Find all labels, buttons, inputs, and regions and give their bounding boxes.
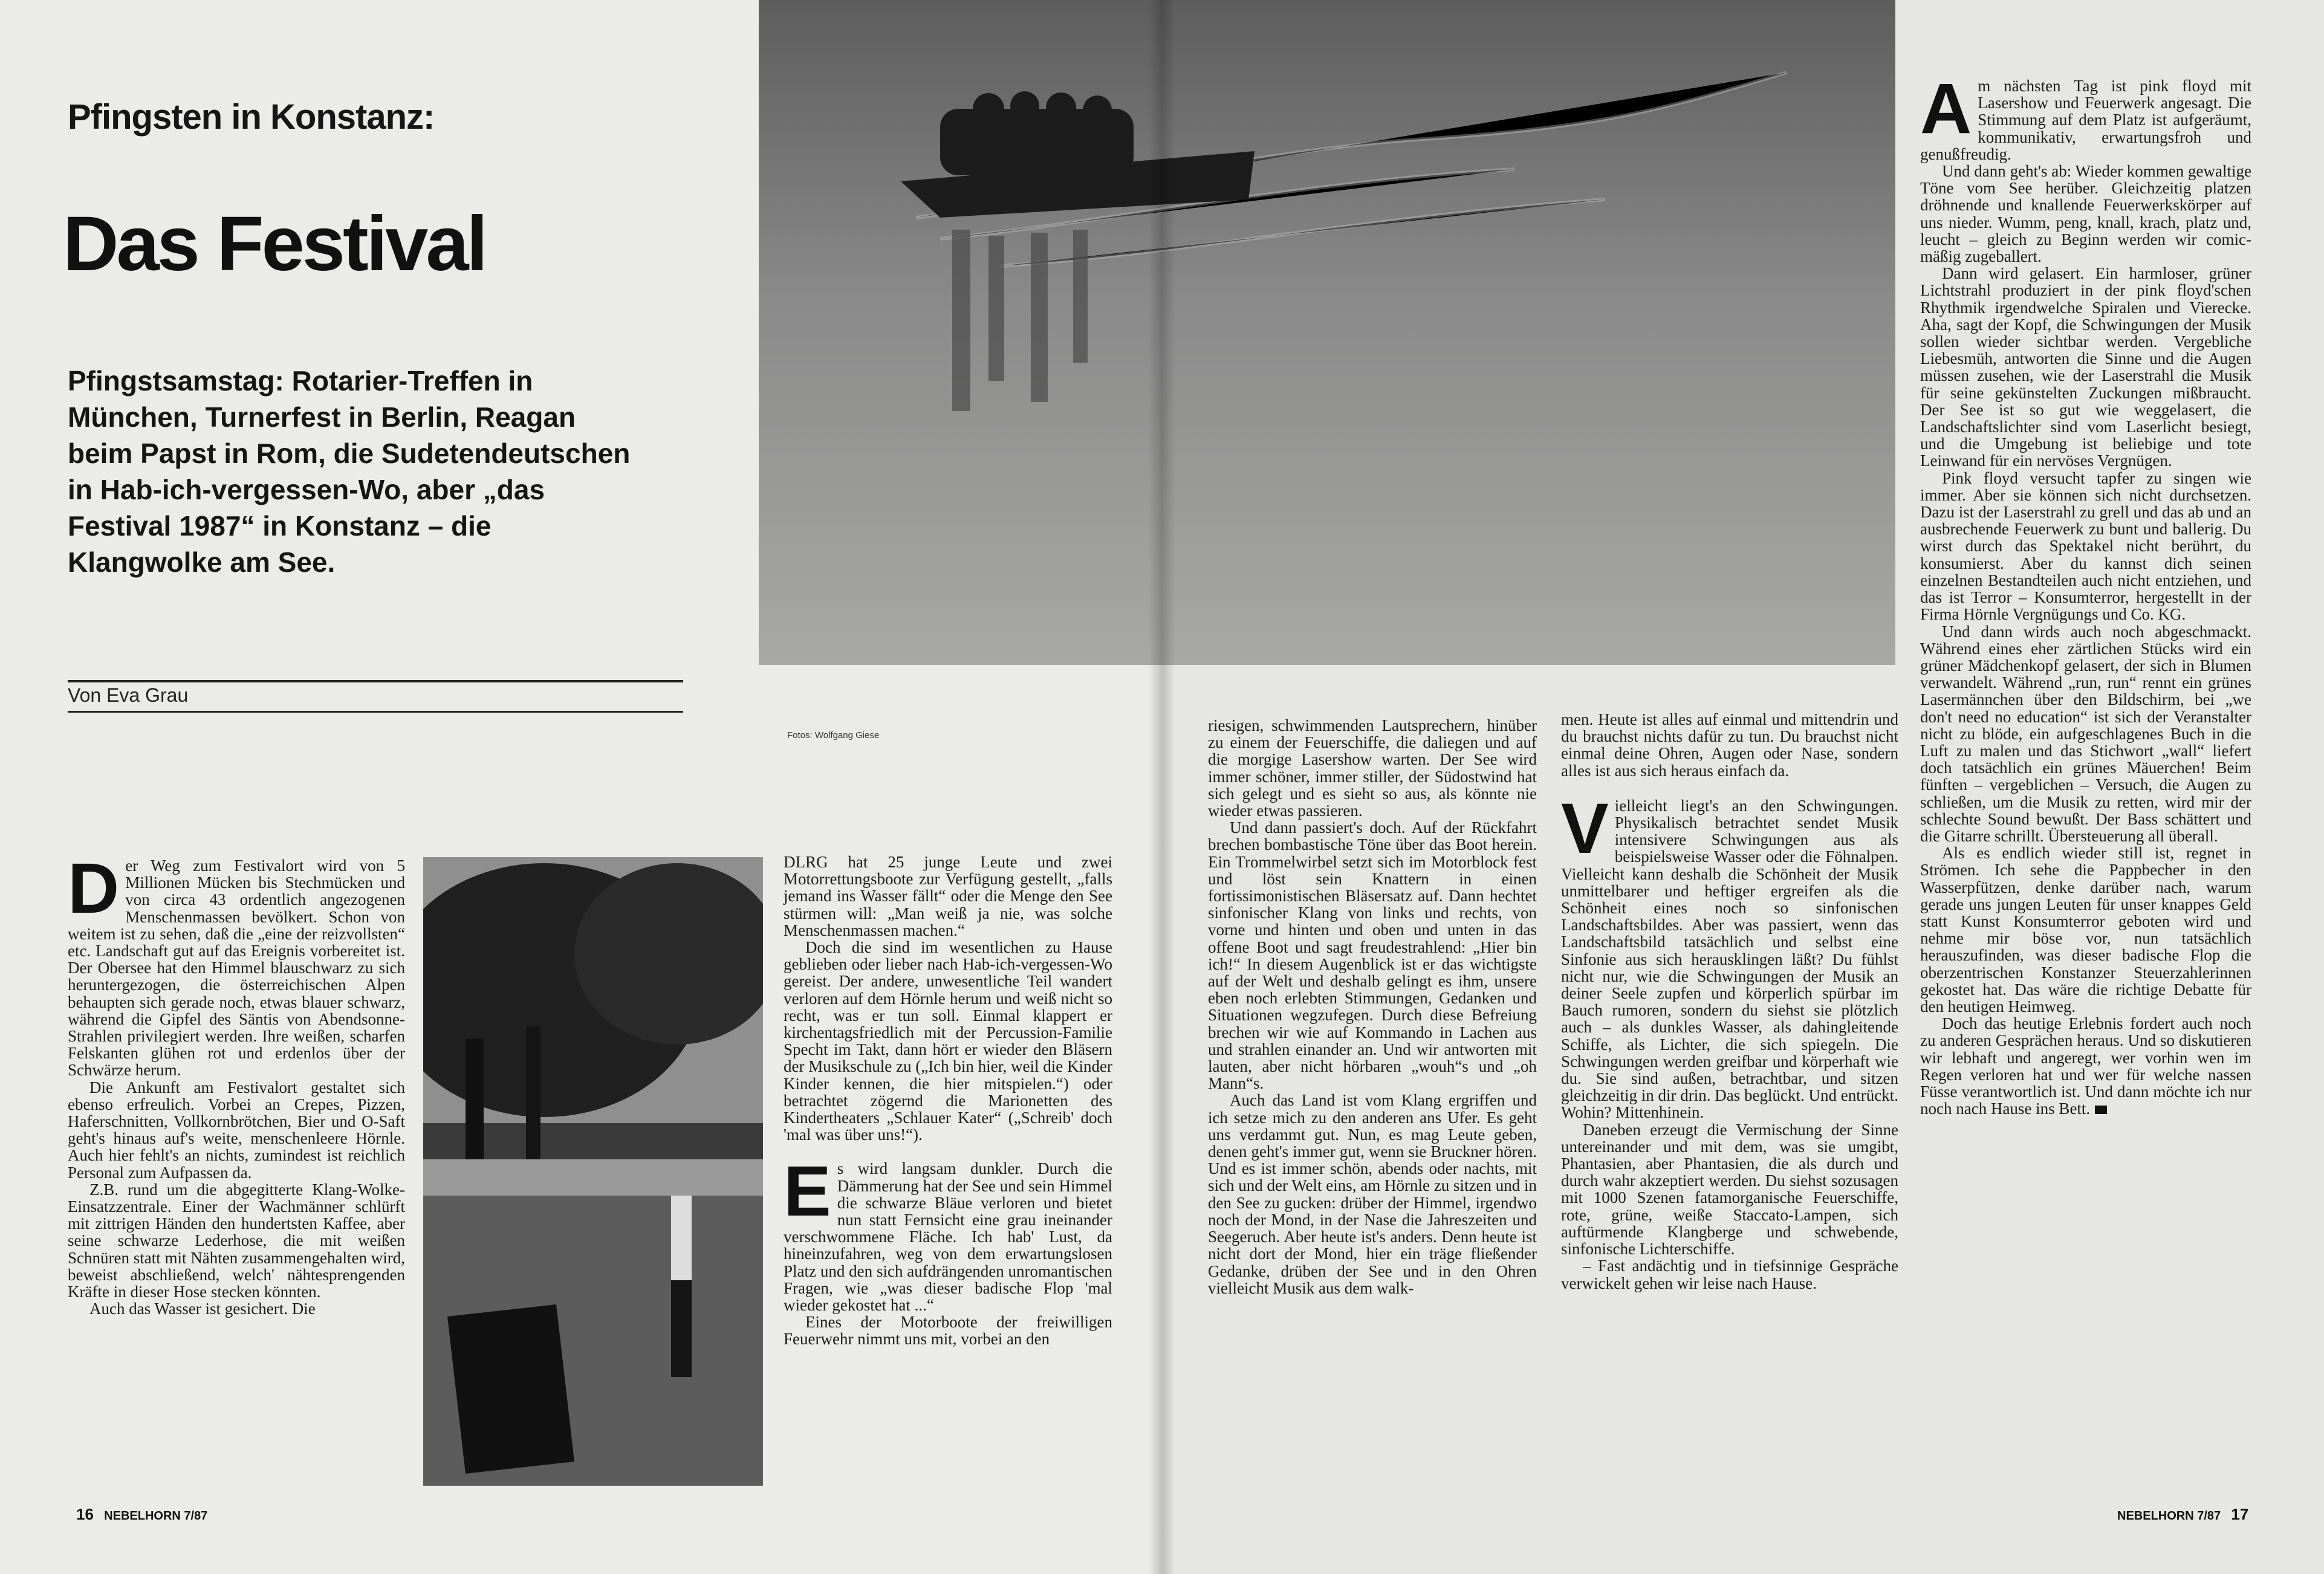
text-column-1: [68, 849, 405, 1318]
paragraph: Die Ankunft am Festivalort gestaltet sich ebenso erfreulich. Vorbei an Crepes, Pizzen, Haferschnitten, Vollkornbrötchen, Bier und O-Saft geht's hinaus auf's weite, menschenleere Hörnle. Auch hier fehlt's an nichts, zumindest ist reichlich Personal zum Aufpassen da.: [68, 1078, 405, 1182]
magazine-name: NEBELHORN 7/87: [2117, 1509, 2221, 1523]
park-photo-graphic: [423, 857, 763, 1486]
paragraph: riesigen, schwimmenden Lautsprechern, hinüber zu einem der Feuerschiffe, die daliegen und auf die morgige Lasershow warten. Der See wird immer schöner, immer stiller, der Südostwind hat sich gelegt und es sieht so aus, als könnte nie wieder etwas passieren.: [1208, 716, 1537, 820]
paragraph: ielleicht liegt's an den Schwingungen. Physikalisch betrachtet sendet Musik intensivere Schwingungen aus als beispielsweise Wasser oder die Föhnalpen. Vielleicht kann deshalb die Schönheit der Musik unmittelbarer und heftiger ergreifen als die Schönheit eines noch so sinfonischen Landschaftsbildes. Aber was passiert, wenn das Landschaftsbild tatsächlich und selbst eine Sinfonie aus sich herausklingen läßt? Du fühlst nicht nur, wie die Schwingungen der Musik an deiner Seele zupfen und körperlich spürbar im Bauch rumoren, sondern du siehst sie plötzlich auch – als dunkles Wasser, als dahingleitende Schiffe, als Lichter, die sich spiegeln. Die Schwingungen werden greifbar und körperhaft wie du. Sie sind außen, betrachtbar, und sitzen gleichzeitig in dir drin. Das beglückt. Und entrückt. Wohin? Mittenhinein.: [1561, 796, 1898, 1122]
paragraph: m nächsten Tag ist pink floyd mit Lasershow und Feuerwerk angesagt. Die Stimmung auf dem Platz ist aufgeräumt, kommunikativ, erwartungsfroh und genußfreudig.: [1920, 77, 2251, 163]
text-column-4: [1561, 711, 1898, 1292]
spread-gutter: [1149, 0, 1175, 1574]
magazine-name: NEBELHORN 7/87: [104, 1509, 208, 1523]
paragraph: Dann wird gelasert. Ein harmloser, grüner Lichtstrahl produziert in der pink floyd'schen Rhythmik irgendwelche Spiralen und Vierecke. Aha, sagt der Kopf, die Schwingungen der Musik sollen wieder sichtbar werden. Vergebliche Liebesmüh, antworten die Sinne und die Augen müssen zusehen, wie der Laserstrahl die Musik für seine gekünstelten Zuckungen mißbraucht. Der See ist so gut wie weggelasert, die Landschaftslichter sind vom Laserlicht besiegt, und die Umgebung ist beliebige und tote Leinwand für ein nervöses Vergnügen.: [1920, 264, 2251, 470]
article-headline: Das Festival: [63, 201, 486, 287]
lake-boat-photo-graphic: [759, 0, 1895, 665]
paragraph: er Weg zum Festivalort wird von 5 Millionen Mücken bis Stechmücken und von circa 43 ordentlich angezogenen Menschenmassen bevölkert. Schon von weitem ist zu sehen, daß die „eine der reizvollsten“ etc. Landschaft gut auf das Ereignis vorbereitet ist. Der Obersee hat den Himmel blauschwarz zu sich heruntergezogen, die österreichischen Alpen behaupten sich gerade noch, etwas blauer schwarz, während die Gipfel des Säntis von Abendsonne-Strahlen privilegiert werden. Ihre weißen, scharfen Felskanten glühen rot und erdenlos über der Schwärze herum.: [68, 857, 405, 1080]
article-kicker: Pfingsten in Konstanz:: [68, 97, 435, 137]
paragraph: Z.B. rund um die abgegitterte Klang-Wolke-Einsatzzentrale. Einer der Wachmänner schlürft mit zittrigen Händen den hundertsten Kaffee, aber seine schwarze Lederhose, die mit weißen Schnüren statt mit Nähten zusammengehalten wird, beweist abschließend, welch' nähtesprengenden Kräfte in dieser Hose stecken könnten.: [68, 1180, 405, 1301]
paragraph: Auch das Land ist vom Klang ergriffen und ich setze mich zu den anderen ans Ufer. Es geht uns verdammt gut. Nun, es mag Leute geben, denen geht's immer gut, wenn sie Bruckner hören. Und es ist immer schön, abends oder nachts, mit sich und der Welt eins, am Hörnle zu sitzen und in den See zu gucken: drüber der Himmel, irgendwo noch der Mond, in der Nase die Jahreszeiten und Seegeruch. Aber heute ist's anders. Denn heute ist nicht dort der Mond, hier ein träge fließender Gedanke, drüben der See und in den Ohren vielleicht Musik aus dem walk-: [1208, 1091, 1537, 1297]
page-number: 17: [2231, 1505, 2249, 1523]
left-folio: [76, 1505, 207, 1524]
paragraph: Und dann geht's ab: Wieder kommen gewaltige Töne vom See herüber. Gleichzeitig platzen dröhnende und knallende Feuerwerkskörper auf uns nieder. Wumm, peng, knall, krach, platz und, leucht – gleich zu Beginn werden wir comic-mäßig zugeballert.: [1920, 162, 2251, 266]
section-break: [1561, 788, 1898, 1292]
right-folio: [2117, 1505, 2248, 1524]
park-photo: [423, 857, 763, 1486]
dropcap-d: D: [68, 849, 120, 928]
paragraph: Daneben erzeugt die Vermischung der Sinne untereinander und mit dem, was sie umgibt, Phantasien, aber Phantasien, die als durch und durch wahr akzeptiert werden. Du siehst sozusagen mit 1000 Szenen fatamorganische Feuerschiffe, rote, grüne, weiße Staccato-Lampen, sich auftürmende Klangberge und schwebende, sinfonische Lichterschiffe.: [1561, 1120, 1898, 1258]
dropcap-a: A: [1920, 69, 1972, 149]
paragraph: – Fast andächtig und in tiefsinnige Gespräche verwickelt gehen wir leise nach Hause.: [1561, 1257, 1898, 1292]
byline: Von Eva Grau: [68, 684, 189, 706]
paragraph: Auch das Wasser ist gesichert. Die: [89, 1300, 316, 1318]
paragraph: s wird langsam dunkler. Durch die Dämmerung hat der See und sein Himmel die schwarze Bläue verloren und bietet nun statt Fernsicht eine grau ineinander verschwommene Fläche. Ich hab' Lust, da hineinzufahren, weg von dem erwartungslosen Platz und den sich aufdrängenden unromantischen Fragen, wie „was dieser badische Flop 'mal wieder gekostet hat ...“: [784, 1159, 1112, 1315]
end-mark-icon: [2095, 1106, 2107, 1114]
text-column-5: [1920, 69, 2251, 1118]
paragraph: DLRG hat 25 junge Leute und zwei Motorrettungsboote zur Verfügung gestellt, „falls jemand ins Wasser fällt“ oder die Menge den See stürmen will: „Man weiß ja nie, was solche Menschenmassen machen.“: [784, 853, 1112, 939]
dropcap-v: V: [1561, 788, 1609, 869]
paragraph: Pink floyd versucht tapfer zu singen wie immer. Aber sie können sich nicht durchsetzen. Dazu ist der Laserstrahl zu grell und das ab und an ausbrechende Feuerwerk zu bunt und ballerig. Du wirst durch das Spektakel nicht berührt, du konsumierst. Aber du kannst dich seinen einzelnen Bestandteilen auch nicht entziehen, und das ist Terror – Konsumterror, hergestellt in der Firma Hörnle Vergnügungs und Co. KG.: [1920, 468, 2251, 624]
page-number: 16: [76, 1505, 94, 1523]
text-column-3: [1208, 717, 1537, 1297]
byline-rule-bottom: [68, 711, 683, 713]
paragraph-text: Doch das heutige Erlebnis fordert auch noch zu anderen Gesprächen heraus. Und so diskutieren wir lebhaft und angeregt, wer vorhin wen im Regen verloren hat und wer für welche nassen Füsse verantwortlich ist. Und dann möchte ich nur noch nach Hause ins Bett.: [1920, 1014, 2251, 1118]
byline-rule-top: [68, 680, 683, 682]
paragraph: men. Heute ist alles auf einmal und mittendrin und du brauchst nichts dafür zu tun. Du brauchst nicht einmal deine Ohren, Augen oder Nase, sondern alles ist aus sich heraus einfach da.: [1561, 710, 1898, 780]
dropcap-e: E: [784, 1151, 831, 1232]
lake-boat-photo: [759, 0, 1895, 665]
paragraph: Als es endlich wieder still ist, regnet in Strömen. Ich sehe die Pappbecher in den Wasserpfützen, denke darüber nach, warum gerade uns jungen Leuten für unser knappes Geld statt Kunst Konsumterror geboten wird und nehme mir böse vor, nun tatsächlich herauszufinden, was dieser badische Flop die oberzentrischen Konstanzer Steuerzahlerinnen gekostet hat. Das wäre die richtige Debatte für den heutigen Heimweg.: [1920, 844, 2251, 1015]
paragraph: [1920, 1015, 2251, 1117]
article-deck: Pfingstsamstag: Rotarier-Treffen in München, Turnerfest in Berlin, Reagan beim Papst in Rom, die Sudetendeutschen in Hab-ich-vergessen-Wo, aber „das Festival 1987“ in Konstanz – die Klangwolke am See.: [68, 365, 631, 578]
text-column-2: [784, 853, 1112, 1348]
paragraph: Und dann passiert's doch. Auf der Rückfahrt brechen bombastische Töne über das Boot herein. Ein Trommelwirbel setzt sich im Motorblock fest und löst sein Knattern in einen fortissimonistischen Bläsersatz auf. Dann hechtet sinfonischer Klang von links und rechts, von vorne und hinten und oben und unten in das offene Boot und sagt freudestrahlend: „Hier bin ich!“ In diesem Augenblick ist er das wichtigste auf der Welt und deshalb gelingt es ihm, unsere eben noch erlebten Stimmungen, Gedanken und Situationen wegzufegen. Durch diese Befreiung brechen wir wie auf Kommando in Lachen aus und strahlen einander an. Und wir antworten mit lauten, aber nicht hörbaren „wouh“s und „oh Mann“s.: [1208, 818, 1537, 1093]
section-break: [784, 1151, 1112, 1349]
paragraph: Und dann wirds auch noch abgeschmackt. Während eines eher zärtlichen Stücks wird ein grüner Mädchenkopf gelasert, der sich in Blumen verwandelt. Während „run, run“ rennt ein grünes Lasermännchen über den Bildschirm, bei „we don't need no education“ ist sich der Veranstalter nicht zu blöde, ein aufgeschlagenes Buch in die Luft zu malen und das Stichwort „wall“ liefert doch tatsächlich ein grünes Mäuerchen! Beim fünften – vergeblichen – Versuch, die Augen zu schließen, um die Musik zu retten, wird mir der schlechte Sound bewußt. Der Bass schättert und die Gitarre schrillt. Übersteuerung all überall.: [1920, 622, 2251, 845]
paragraph: Eines der Motorboote der freiwilligen Feuerwehr nimmt uns mit, vorbei an den: [784, 1313, 1112, 1349]
photo-credit: Fotos: Wolfgang Giese: [787, 730, 880, 740]
paragraph: Doch die sind im wesentlichen zu Hause geblieben oder lieber nach Hab-ich-vergessen-Wo gereist. Der andere, unwesentliche Teil wandert verloren auf dem Hörnle herum und weiß nicht so recht, was er tun soll. Einmal klappert er kirchentagsfriedlich mit der Percussion-Familie Specht im Takt, dann hört er wieder den Bläsern der Musikschule zu („Ich bin hier, weil die Kinder Kinder kennen, die hier mitspielen.“) oder betrachtet zögernd die Marionetten des Kindertheaters „Schlauer Kater“ („Schreib' doch 'mal was über uns!“).: [784, 938, 1112, 1144]
